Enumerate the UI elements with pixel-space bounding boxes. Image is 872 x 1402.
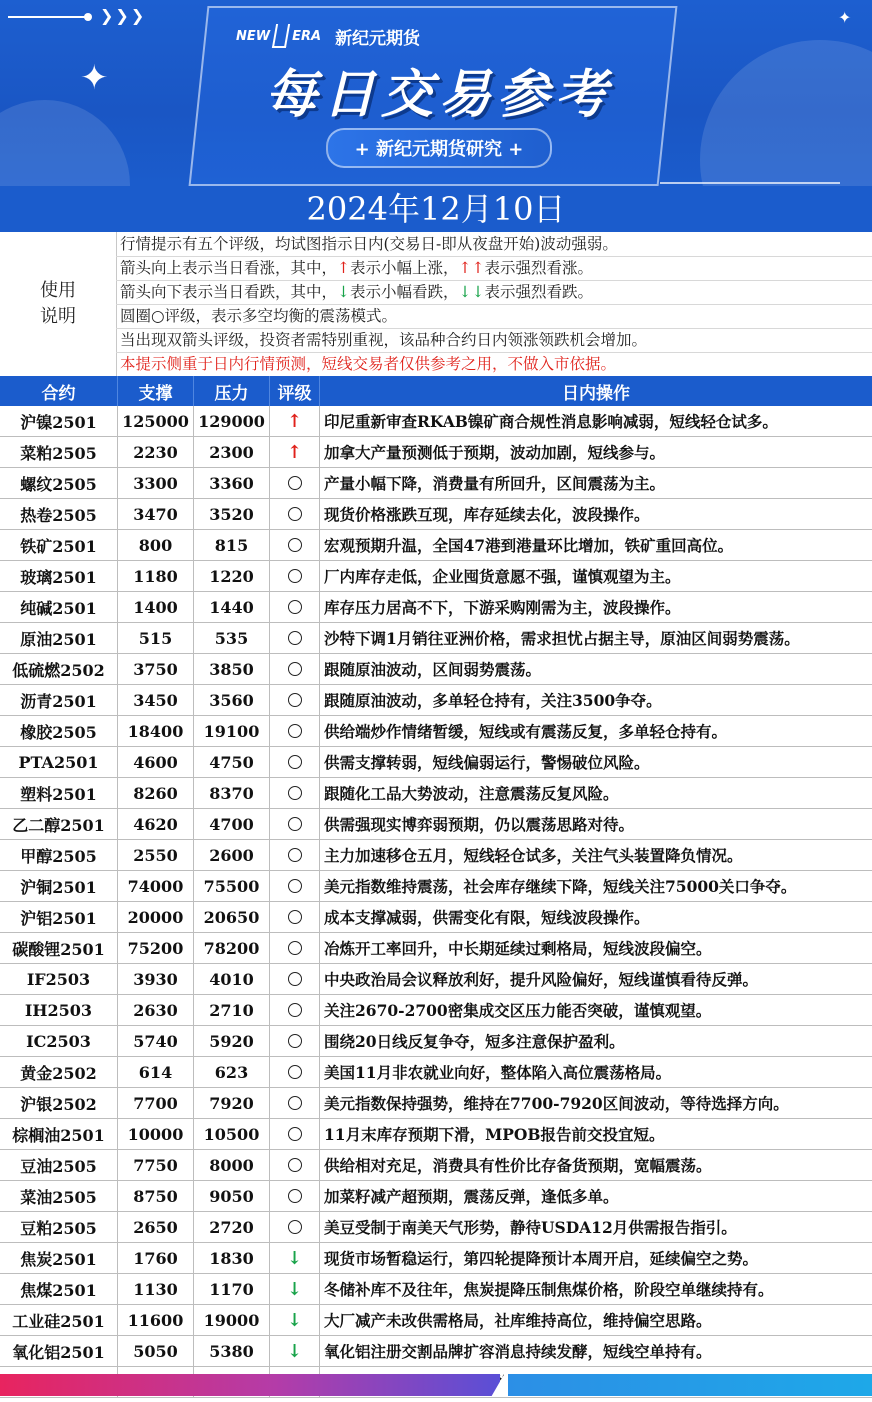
support-cell: 125000 [118, 406, 194, 436]
circle-icon [288, 755, 302, 769]
rating-cell [270, 778, 320, 808]
table-row [0, 933, 872, 964]
arrow-down-icon: ↓ [337, 283, 351, 301]
resistance-cell: 9050 [194, 1181, 270, 1211]
operation-cell: 11月末库存预期下滑，MPOB报告前交投宜短。 [324, 1125, 665, 1144]
operation-cell: 供给相对充足，消费具有性价比存备货预期，宽幅震荡。 [324, 1156, 712, 1175]
usage-text: 表示小幅上涨， [350, 259, 459, 277]
circle-icon [288, 1065, 302, 1079]
contract-cell: PTA2501 [0, 747, 118, 777]
contract-cell: 菜油2505 [0, 1181, 118, 1211]
stripe-segment [0, 1374, 500, 1396]
circle-icon [288, 507, 302, 521]
contract-cell: 螺纹2505 [0, 468, 118, 498]
rating-cell [270, 561, 320, 591]
contract-cell: 焦煤2501 [0, 1274, 118, 1304]
support-cell: 3450 [118, 685, 194, 715]
resistance-cell: 1170 [194, 1274, 270, 1304]
arrow-up-icon: ↑ [337, 259, 351, 277]
table-row [0, 499, 872, 530]
report-date: 2024年12月10日 [0, 186, 872, 232]
operation-cell: 跟随原油波动，区间弱势震荡。 [324, 660, 542, 679]
resistance-cell: 3360 [194, 468, 270, 498]
operation-cell: 关注2670-2700密集成交区压力能否突破，谨慎观望。 [324, 1001, 712, 1020]
rating-cell [270, 747, 320, 777]
table-row [0, 1119, 872, 1150]
contract-cell: 沪铝2501 [0, 902, 118, 932]
operation-cell: 美豆受制于南美天气形势，静待USDA12月供需报告指引。 [324, 1218, 737, 1237]
rating-cell [270, 871, 320, 901]
usage-label-line: 使用 [40, 280, 76, 301]
support-cell: 74000 [118, 871, 194, 901]
support-cell: 4600 [118, 747, 194, 777]
support-cell: 5050 [118, 1336, 194, 1366]
support-cell: 2550 [118, 840, 194, 870]
table-row [0, 468, 872, 499]
usage-text: 箭头向下表示当日看跌，其中， [120, 283, 338, 301]
support-cell: 1130 [118, 1274, 194, 1304]
header-operation: 日内操作 [562, 383, 630, 404]
rating-cell [270, 1150, 320, 1180]
contract-cell: 氧化铝2501 [0, 1336, 118, 1366]
rating-cell [270, 437, 320, 467]
resistance-cell: 1830 [194, 1243, 270, 1273]
rating-cell [270, 530, 320, 560]
decor-line [660, 182, 840, 184]
operation-cell: 沙特下调1月销往亚洲价格，需求担忧占据主导，原油区间弱势震荡。 [324, 629, 800, 648]
table-row [0, 1181, 872, 1212]
contract-cell: 碳酸锂2501 [0, 933, 118, 963]
resistance-cell: 5920 [194, 1026, 270, 1056]
circle-icon [288, 724, 302, 738]
operation-cell: 供需支撑转弱，短线偏弱运行，警惕破位风险。 [324, 753, 650, 772]
support-cell: 4620 [118, 809, 194, 839]
contract-cell: 豆粕2505 [0, 1212, 118, 1242]
operation-cell: 中央政治局会议释放利好，提升风险偏好，短线谨慎看待反弹。 [324, 970, 759, 989]
contract-cell: IH2503 [0, 995, 118, 1025]
table-row [0, 840, 872, 871]
contract-cell: IC2503 [0, 1026, 118, 1056]
resistance-cell: 8000 [194, 1150, 270, 1180]
table-row [0, 1057, 872, 1088]
table-row [0, 406, 872, 437]
contract-cell: 沪铜2501 [0, 871, 118, 901]
table-row [0, 995, 872, 1026]
rating-cell [270, 809, 320, 839]
support-cell: 3750 [118, 654, 194, 684]
usage-line-2 [120, 256, 593, 280]
resistance-cell: 78200 [194, 933, 270, 963]
table-row [0, 809, 872, 840]
rating-cell [270, 1181, 320, 1211]
logo-text-cn: 新纪元期货 [335, 28, 421, 49]
operation-cell: 加拿大产量预测低于预期，波动加剧，短线参与。 [324, 443, 666, 462]
support-cell: 2630 [118, 995, 194, 1025]
contract-cell: 甲醇2505 [0, 840, 118, 870]
operation-cell: 现货市场暂稳运行，第四轮提降预计本周开启，延续偏空之势。 [324, 1249, 759, 1268]
decor-circle [700, 40, 872, 186]
table-body [0, 406, 872, 1398]
table-row [0, 871, 872, 902]
header-banner [0, 0, 872, 186]
operation-cell: 跟随化工品大势波动，注意震荡反复风险。 [324, 784, 619, 803]
circle-icon [288, 1220, 302, 1234]
banner-subtitle: + 新纪元期货研究 + [326, 128, 552, 168]
usage-text: 表示小幅看跌， [350, 283, 459, 301]
operation-cell: 冶炼开工率回升，中长期延续过剩格局，短线波段偏空。 [324, 939, 712, 958]
rating-cell [270, 623, 320, 653]
rating-cell [270, 1274, 320, 1304]
circle-icon [288, 941, 302, 955]
decor-circle [0, 100, 130, 186]
support-cell: 7700 [118, 1088, 194, 1118]
table-row [0, 964, 872, 995]
table-row [0, 1305, 872, 1336]
rating-cell [270, 964, 320, 994]
brand-logo [236, 20, 420, 52]
rating-cell [270, 592, 320, 622]
arrow-down-icon: ↓ [286, 1340, 303, 1362]
table-row [0, 1150, 872, 1181]
circle-icon [288, 817, 302, 831]
contract-cell: 纯碱2501 [0, 592, 118, 622]
logo-text-en-right: ERA [292, 28, 322, 44]
table-row [0, 902, 872, 933]
operation-cell: 供需强现实博弈弱预期，仍以震荡思路对待。 [324, 815, 635, 834]
rating-cell [270, 406, 320, 436]
support-cell: 1400 [118, 592, 194, 622]
resistance-cell: 623 [194, 1057, 270, 1087]
header-contract: 合约 [0, 376, 118, 406]
usage-label [0, 232, 117, 376]
circle-icon [288, 1003, 302, 1017]
rating-cell [270, 1119, 320, 1149]
resistance-cell: 2600 [194, 840, 270, 870]
support-cell: 18400 [118, 716, 194, 746]
contract-cell: 沪银2502 [0, 1088, 118, 1118]
contract-cell: IF2503 [0, 964, 118, 994]
resistance-cell: 4700 [194, 809, 270, 839]
table-row [0, 1026, 872, 1057]
resistance-cell: 4750 [194, 747, 270, 777]
usage-text: 表示强烈看涨。 [484, 259, 594, 277]
operation-cell: 供给端炒作情绪暂缓，短线或有震荡反复，多单轻仓持有。 [324, 722, 728, 741]
operation-cell: 现货价格涨跌互现，库存延续去化，波段操作。 [324, 505, 650, 524]
resistance-cell: 19000 [194, 1305, 270, 1335]
circle-icon [288, 538, 302, 552]
usage-line-3 [120, 280, 593, 304]
usage-line-1: 行情提示有五个评级，均试图指示日内(交易日-即从夜盘开始)波动强弱。 [120, 235, 618, 253]
rating-cell [270, 1088, 320, 1118]
circle-icon [288, 600, 302, 614]
table-row [0, 592, 872, 623]
operation-cell: 厂内库存走低，企业囤货意愿不强，谨慎观望为主。 [324, 567, 681, 586]
resistance-cell: 10500 [194, 1119, 270, 1149]
resistance-cell: 2300 [194, 437, 270, 467]
support-cell: 11600 [118, 1305, 194, 1335]
operation-cell: 宏观预期升温，全国47港到港量环比增加，铁矿重回高位。 [324, 536, 734, 555]
support-cell: 2230 [118, 437, 194, 467]
resistance-cell: 2710 [194, 995, 270, 1025]
table-row [0, 716, 872, 747]
stripe-segment [508, 1374, 872, 1396]
contract-cell: 黄金2502 [0, 1057, 118, 1087]
operation-cell: 加菜籽减产超预期，震荡反弹，逢低多单。 [324, 1187, 619, 1206]
support-cell: 8260 [118, 778, 194, 808]
contract-cell: 菜粕2505 [0, 437, 118, 467]
circle-icon [288, 476, 302, 490]
rating-cell [270, 1336, 320, 1366]
support-cell: 10000 [118, 1119, 194, 1149]
rating-cell [270, 840, 320, 870]
resistance-cell: 815 [194, 530, 270, 560]
table-row [0, 561, 872, 592]
usage-line-5: 当出现双箭头评级，投资者需特别重视，该品种合约日内领涨领跌机会增加。 [120, 331, 648, 349]
contract-cell: 原油2501 [0, 623, 118, 653]
operation-cell: 围绕20日线反复争夺，短多注意保护盈利。 [324, 1032, 625, 1051]
rating-cell [270, 1243, 320, 1273]
circle-icon [288, 662, 302, 676]
rating-cell [270, 468, 320, 498]
trading-table [0, 376, 872, 1398]
contract-cell: 玻璃2501 [0, 561, 118, 591]
circle-icon [288, 1158, 302, 1172]
contract-cell: 橡胶2505 [0, 716, 118, 746]
operation-cell: 美元指数保持强势，维持在7700-7920区间波动，等待选择方向。 [324, 1094, 789, 1113]
contract-cell: 棕榈油2501 [0, 1119, 118, 1149]
operation-cell: 跟随原油波动，多单轻仓持有，关注3500争夺。 [324, 691, 662, 710]
support-cell: 75200 [118, 933, 194, 963]
operation-cell: 库存压力居高不下，下游采购刚需为主，波段操作。 [324, 598, 681, 617]
double-arrow-up-icon: ↑↑ [458, 259, 485, 277]
logo-text-en-left: NEW [236, 28, 271, 44]
rating-cell [270, 685, 320, 715]
circle-icon [288, 972, 302, 986]
support-cell: 20000 [118, 902, 194, 932]
rating-cell [270, 1057, 320, 1087]
resistance-cell: 5380 [194, 1336, 270, 1366]
resistance-cell: 3520 [194, 499, 270, 529]
table-row [0, 1212, 872, 1243]
operation-cell: 成本支撑减弱，供需变化有限，短线波段操作。 [324, 908, 650, 927]
table-row [0, 1088, 872, 1119]
resistance-cell: 8370 [194, 778, 270, 808]
sparkle-icon: ✦ [838, 8, 852, 27]
banner-title: 每日交易参考 [264, 65, 613, 125]
table-row [0, 778, 872, 809]
contract-cell: 沥青2501 [0, 685, 118, 715]
contract-cell: 塑料2501 [0, 778, 118, 808]
footer-stripe [0, 1374, 872, 1396]
circle-icon [288, 693, 302, 707]
circle-icon [288, 1127, 302, 1141]
operation-cell: 主力加速移仓五月，短线轻仓试多，关注气头装置降负情况。 [324, 846, 743, 865]
support-cell: 7750 [118, 1150, 194, 1180]
table-row [0, 1243, 872, 1274]
circle-icon [288, 910, 302, 924]
contract-cell: 沪镍2501 [0, 406, 118, 436]
support-cell: 2650 [118, 1212, 194, 1242]
logo-mark-icon [272, 24, 290, 48]
support-cell: 3930 [118, 964, 194, 994]
arrow-up-icon: ↑ [286, 410, 303, 432]
table-row [0, 1336, 872, 1367]
chevrons-icon: ❯❯❯ [100, 6, 147, 25]
arrow-up-icon: ↑ [286, 441, 303, 463]
operation-cell: 印尼重新审查RKAB镍矿商合规性消息影响减弱，短线轻仓试多。 [324, 412, 778, 431]
header-rating: 评级 [270, 376, 320, 406]
header-support: 支撑 [118, 376, 194, 406]
arrow-down-icon: ↓ [286, 1247, 303, 1269]
circle-icon [288, 879, 302, 893]
support-cell: 1180 [118, 561, 194, 591]
contract-cell: 豆油2505 [0, 1150, 118, 1180]
rating-cell [270, 499, 320, 529]
operation-cell: 美国11月非农就业向好，整体陷入高位震荡格局。 [324, 1063, 672, 1082]
decor-dot [84, 13, 92, 21]
circle-icon [288, 848, 302, 862]
support-cell: 3300 [118, 468, 194, 498]
usage-text: 表示强烈看跌。 [484, 283, 594, 301]
support-cell: 8750 [118, 1181, 194, 1211]
resistance-cell: 1220 [194, 561, 270, 591]
header-resistance: 压力 [194, 376, 270, 406]
usage-notes [0, 232, 872, 376]
rating-cell [270, 995, 320, 1025]
rating-cell [270, 1305, 320, 1335]
support-cell: 1760 [118, 1243, 194, 1273]
table-row [0, 654, 872, 685]
resistance-cell: 7920 [194, 1088, 270, 1118]
operation-cell: 美元指数维持震荡，社会库存继续下降，短线关注75000关口争夺。 [324, 877, 797, 896]
resistance-cell: 535 [194, 623, 270, 653]
usage-disclaimer: 本提示侧重于日内行情预测，短线交易者仅供参考之用，不做入市依据。 [120, 355, 617, 373]
contract-cell: 焦炭2501 [0, 1243, 118, 1273]
circle-icon [288, 569, 302, 583]
usage-line-4: 圆圈○评级，表示多空均衡的震荡模式。 [120, 307, 398, 325]
circle-icon [288, 1189, 302, 1203]
table-header [0, 376, 872, 406]
resistance-cell: 3850 [194, 654, 270, 684]
support-cell: 3470 [118, 499, 194, 529]
circle-icon [288, 786, 302, 800]
arrow-down-icon: ↓ [286, 1278, 303, 1300]
decor-line [8, 16, 86, 18]
circle-icon [288, 1096, 302, 1110]
resistance-cell: 2720 [194, 1212, 270, 1242]
table-row [0, 623, 872, 654]
sparkle-icon: ✦ [80, 58, 109, 98]
table-row [0, 437, 872, 468]
support-cell: 800 [118, 530, 194, 560]
operation-cell: 大厂减产未改供需格局，社库维持高位，维持偏空思路。 [324, 1311, 712, 1330]
support-cell: 515 [118, 623, 194, 653]
usage-text: 箭头向上表示当日看涨，其中， [120, 259, 338, 277]
rating-cell [270, 654, 320, 684]
double-arrow-down-icon: ↓↓ [458, 283, 485, 301]
operation-cell: 冬储补库不及往年，焦炭提降压制焦煤价格，阶段空单继续持有。 [324, 1280, 774, 1299]
contract-cell: 铁矿2501 [0, 530, 118, 560]
contract-cell: 热卷2505 [0, 499, 118, 529]
table-row [0, 530, 872, 561]
resistance-cell: 20650 [194, 902, 270, 932]
rating-cell [270, 1026, 320, 1056]
resistance-cell: 19100 [194, 716, 270, 746]
resistance-cell: 75500 [194, 871, 270, 901]
support-cell: 5740 [118, 1026, 194, 1056]
circle-icon [288, 631, 302, 645]
rating-cell [270, 933, 320, 963]
table-row [0, 1274, 872, 1305]
resistance-cell: 4010 [194, 964, 270, 994]
resistance-cell: 1440 [194, 592, 270, 622]
support-cell: 614 [118, 1057, 194, 1087]
rating-cell [270, 716, 320, 746]
operation-cell: 氧化铝注册交割品牌扩容消息持续发酵，短线空单持有。 [324, 1342, 712, 1361]
resistance-cell: 129000 [194, 406, 270, 436]
table-row [0, 685, 872, 716]
arrow-down-icon: ↓ [286, 1309, 303, 1331]
rating-cell [270, 1212, 320, 1242]
resistance-cell: 3560 [194, 685, 270, 715]
rating-cell [270, 902, 320, 932]
contract-cell: 乙二醇2501 [0, 809, 118, 839]
operation-cell: 产量小幅下降，消费量有所回升，区间震荡为主。 [324, 474, 666, 493]
contract-cell: 低硫燃2502 [0, 654, 118, 684]
usage-label-line: 说明 [40, 306, 76, 327]
contract-cell: 工业硅2501 [0, 1305, 118, 1335]
circle-icon [288, 1034, 302, 1048]
table-row [0, 747, 872, 778]
